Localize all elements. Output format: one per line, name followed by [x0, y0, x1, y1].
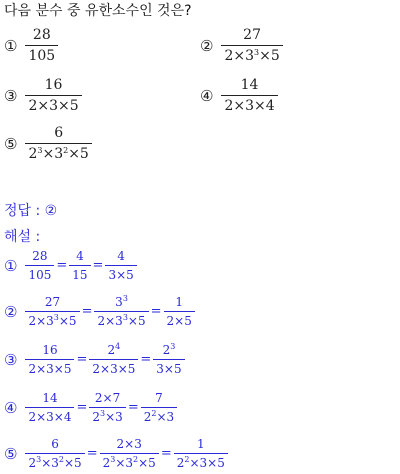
denominator: $2\times 3^3\times 5$	[94, 311, 148, 327]
numerator: 1	[196, 437, 205, 451]
denominator: $2^3\times 3^2\times 5$	[25, 143, 91, 161]
equals-sign: =	[56, 258, 68, 273]
explanation-number: ④	[4, 398, 18, 417]
fraction	[164, 296, 195, 327]
fraction	[153, 344, 184, 375]
fraction	[25, 438, 84, 469]
numerator: 7	[155, 391, 163, 405]
equals-sign: =	[150, 304, 162, 319]
numerator: 27	[243, 27, 261, 43]
equals-sign: =	[127, 400, 139, 415]
denominator: 2×3×4	[25, 407, 74, 423]
equals-sign: =	[140, 352, 152, 367]
choice-number: ②	[200, 36, 214, 55]
numerator: 4	[117, 249, 125, 263]
denominator: 3×5	[153, 359, 184, 375]
fraction	[25, 250, 54, 281]
denominator: 2×3×5	[89, 359, 138, 375]
denominator: $2\times 3^3\times 5$	[221, 45, 282, 63]
fraction	[94, 296, 148, 327]
denominator: $2^3\times 3^2\times 5$	[100, 453, 159, 469]
numerator: 14	[42, 391, 58, 405]
choice-5[interactable]	[4, 126, 92, 161]
fraction	[105, 250, 136, 281]
fraction	[69, 250, 90, 281]
explanation-number: ②	[4, 302, 18, 321]
explanation-row	[4, 392, 177, 423]
denominator: 15	[69, 265, 90, 281]
explanation-row	[4, 438, 228, 469]
explanation-row	[4, 296, 195, 327]
fraction	[221, 28, 282, 63]
denominator: $2\times 3^3\times 5$	[25, 311, 79, 327]
choice-number: ③	[4, 86, 18, 105]
explanation-number: ①	[4, 256, 18, 275]
numerator: 6	[54, 125, 64, 141]
numerator: 4	[76, 249, 84, 263]
numerator: 2×3	[116, 437, 142, 451]
choice-4[interactable]	[200, 78, 278, 113]
fraction	[25, 344, 74, 375]
denominator: 2×3×5	[25, 95, 81, 113]
choice-number: ④	[200, 86, 214, 105]
fraction	[141, 392, 177, 423]
numerator: $2^3$	[162, 342, 176, 357]
choice-2[interactable]	[200, 28, 283, 63]
explanation-row	[4, 344, 185, 375]
numerator: 14	[240, 77, 259, 93]
denominator: 105	[25, 45, 58, 63]
fraction	[174, 438, 228, 469]
numerator: 2×7	[94, 391, 121, 405]
choice-number: ⑤	[4, 134, 18, 153]
explanation-number: ⑤	[4, 444, 18, 463]
numerator: $2^4$	[107, 342, 121, 357]
denominator: $2^2\times 3$	[141, 407, 177, 423]
choice-number: ①	[4, 36, 18, 55]
fraction	[25, 126, 91, 161]
fraction	[100, 438, 159, 469]
numerator: $3^3$	[115, 294, 128, 309]
denominator: 2×3×4	[221, 95, 277, 113]
numerator: 1	[175, 295, 183, 309]
fraction	[25, 28, 58, 63]
numerator: 28	[32, 249, 48, 263]
denominator: $2^2\times 3\times 5$	[174, 453, 228, 469]
question-title: 다음 분수 중 유한소수인 것은?	[4, 3, 192, 19]
equals-sign: =	[92, 258, 104, 273]
equals-sign: =	[86, 446, 98, 461]
equals-sign: =	[76, 352, 88, 367]
denominator: $2^3\times 3$	[89, 407, 125, 423]
numerator: 16	[42, 343, 58, 357]
denominator: 105	[25, 265, 54, 281]
fraction	[89, 344, 138, 375]
fraction	[25, 296, 79, 327]
explanation-number: ③	[4, 350, 18, 369]
denominator: 3×5	[105, 265, 136, 281]
fraction	[25, 392, 74, 423]
denominator: 2×5	[164, 311, 195, 327]
fraction	[25, 78, 81, 113]
answer-label: 정답 : ②	[4, 203, 58, 219]
denominator: $2^3\times 3^2\times 5$	[25, 453, 84, 469]
choice-3[interactable]	[4, 78, 82, 113]
fraction	[89, 392, 125, 423]
denominator: 2×3×5	[25, 359, 74, 375]
equals-sign: =	[81, 304, 93, 319]
numerator: 27	[44, 295, 61, 309]
explanation-label: 해설 :	[4, 229, 41, 245]
equals-sign: =	[160, 446, 172, 461]
choice-1[interactable]	[4, 28, 58, 63]
equals-sign: =	[76, 400, 88, 415]
numerator: 28	[32, 27, 51, 43]
fraction	[221, 78, 277, 113]
numerator: 6	[51, 437, 59, 451]
explanation-row	[4, 250, 137, 281]
numerator: 16	[44, 77, 63, 93]
